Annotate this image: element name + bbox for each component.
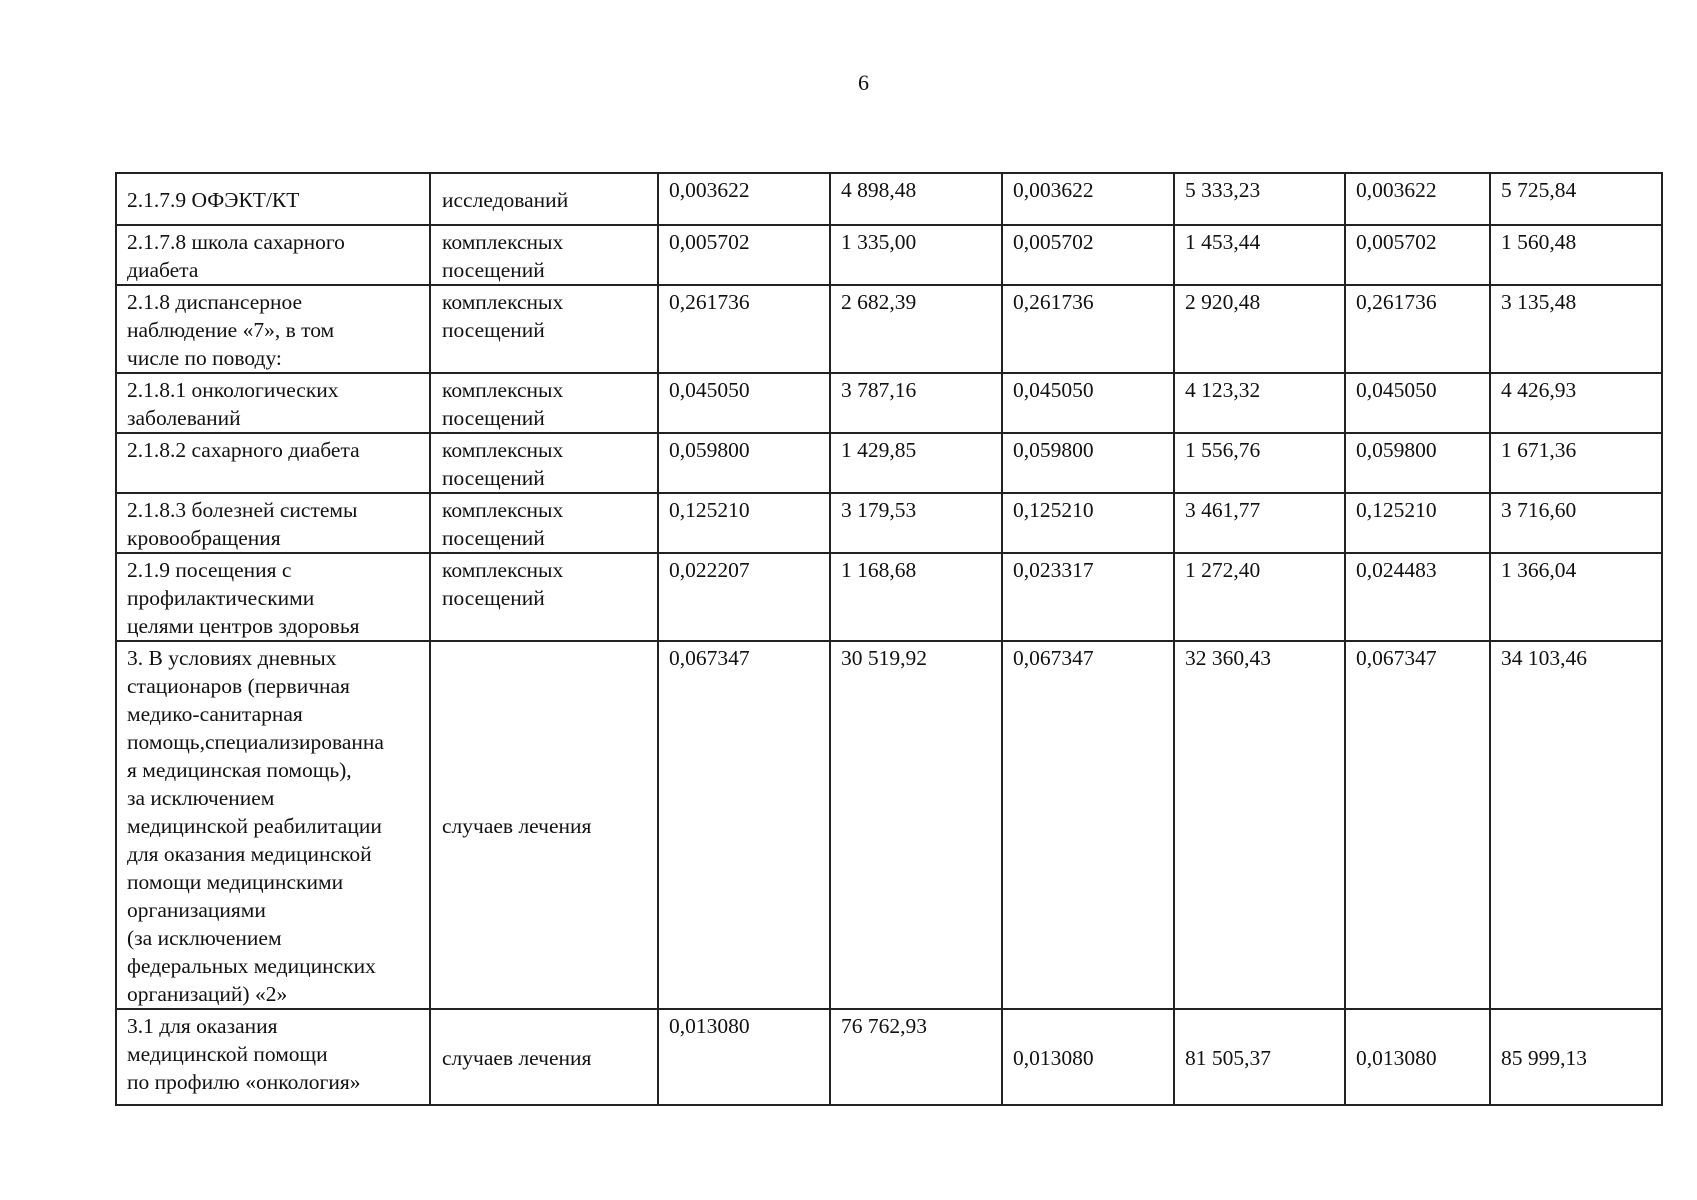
value-cell: 0,024483 <box>1345 553 1490 641</box>
value-cell: 0,125210 <box>1345 493 1490 553</box>
table-row <box>116 373 1662 433</box>
value-cell: 4 898,48 <box>830 173 1002 225</box>
value-cell: 1 335,00 <box>830 225 1002 285</box>
unit-cell: комплексных посещений <box>430 433 658 493</box>
value-cell: 0,003622 <box>1345 173 1490 225</box>
unit-cell: комплексных посещений <box>430 553 658 641</box>
value-cell: 0,045050 <box>658 373 830 433</box>
value-cell: 0,045050 <box>1002 373 1174 433</box>
unit-cell: комплексных посещений <box>430 493 658 553</box>
value-cell: 1 429,85 <box>830 433 1002 493</box>
value-cell: 0,067347 <box>1345 641 1490 1009</box>
value-cell: 32 360,43 <box>1174 641 1345 1009</box>
value-cell: 34 103,46 <box>1490 641 1662 1009</box>
row-name-cell: 2.1.8 диспансерное наблюдение «7», в том числе по поводу: <box>116 285 430 373</box>
value-cell: 0,022207 <box>658 553 830 641</box>
unit-cell: комплексных посещений <box>430 373 658 433</box>
unit-cell: комплексных посещений <box>430 285 658 373</box>
value-cell: 0,005702 <box>1345 225 1490 285</box>
row-name-cell: 2.1.8.3 болезней системы кровообращения <box>116 493 430 553</box>
value-cell: 85 999,13 <box>1490 1009 1662 1105</box>
value-cell: 0,013080 <box>1345 1009 1490 1105</box>
value-cell: 0,059800 <box>1002 433 1174 493</box>
value-cell: 0,261736 <box>1345 285 1490 373</box>
row-name-cell: 2.1.7.9 ОФЭКТ/КТ <box>116 173 430 225</box>
value-cell: 0,023317 <box>1002 553 1174 641</box>
value-cell: 0,067347 <box>658 641 830 1009</box>
value-cell: 0,013080 <box>658 1009 830 1105</box>
value-cell: 1 366,04 <box>1490 553 1662 641</box>
row-name-cell: 3. В условиях дневных стационаров (первичная медико-санитарная помощь,специализированна я медицинская помощь), за исключением медицинской реабилитации для оказания медицинской помощи медицинскими организациями (за исключением федеральных медицинских организаций) «2» <box>116 641 430 1009</box>
table-row <box>116 493 1662 553</box>
value-cell: 0,059800 <box>1345 433 1490 493</box>
value-cell: 0,125210 <box>1002 493 1174 553</box>
value-cell: 1 168,68 <box>830 553 1002 641</box>
table-row <box>116 433 1662 493</box>
value-cell: 0,003622 <box>1002 173 1174 225</box>
value-cell: 1 453,44 <box>1174 225 1345 285</box>
value-cell: 0,005702 <box>658 225 830 285</box>
row-name-cell: 3.1 для оказания медицинской помощи по профилю «онкология» <box>116 1009 430 1105</box>
value-cell: 1 556,76 <box>1174 433 1345 493</box>
table-row <box>116 1009 1662 1105</box>
value-cell: 0,045050 <box>1345 373 1490 433</box>
value-cell: 0,067347 <box>1002 641 1174 1009</box>
value-cell: 3 716,60 <box>1490 493 1662 553</box>
value-cell: 0,261736 <box>1002 285 1174 373</box>
value-cell: 0,261736 <box>658 285 830 373</box>
page-number: 6 <box>858 70 869 95</box>
value-cell: 3 179,53 <box>830 493 1002 553</box>
value-cell: 1 272,40 <box>1174 553 1345 641</box>
table-row <box>116 641 1662 1009</box>
row-name-cell: 2.1.8.1 онкологических заболеваний <box>116 373 430 433</box>
row-name-cell: 2.1.7.8 школа сахарного диабета <box>116 225 430 285</box>
value-cell: 1 671,36 <box>1490 433 1662 493</box>
value-cell: 4 426,93 <box>1490 373 1662 433</box>
table-row <box>116 553 1662 641</box>
value-cell: 0,013080 <box>1002 1009 1174 1105</box>
value-cell: 30 519,92 <box>830 641 1002 1009</box>
unit-cell: случаев лечения <box>430 1009 658 1105</box>
unit-cell: комплексных посещений <box>430 225 658 285</box>
value-cell: 1 560,48 <box>1490 225 1662 285</box>
unit-cell: исследований <box>430 173 658 225</box>
table-row <box>116 225 1662 285</box>
table-row <box>116 173 1662 225</box>
table-row <box>116 285 1662 373</box>
row-name-cell: 2.1.9 посещения с профилактическими целями центров здоровья <box>116 553 430 641</box>
value-cell: 3 787,16 <box>830 373 1002 433</box>
row-name-cell: 2.1.8.2 сахарного диабета <box>116 433 430 493</box>
value-cell: 0,125210 <box>658 493 830 553</box>
value-cell: 3 461,77 <box>1174 493 1345 553</box>
value-cell: 76 762,93 <box>830 1009 1002 1105</box>
value-cell: 3 135,48 <box>1490 285 1662 373</box>
value-cell: 81 505,37 <box>1174 1009 1345 1105</box>
value-cell: 2 920,48 <box>1174 285 1345 373</box>
value-cell: 4 123,32 <box>1174 373 1345 433</box>
data-table <box>115 172 1663 1106</box>
value-cell: 0,005702 <box>1002 225 1174 285</box>
value-cell: 2 682,39 <box>830 285 1002 373</box>
value-cell: 5 725,84 <box>1490 173 1662 225</box>
value-cell: 5 333,23 <box>1174 173 1345 225</box>
unit-cell: случаев лечения <box>430 641 658 1009</box>
value-cell: 0,059800 <box>658 433 830 493</box>
value-cell: 0,003622 <box>658 173 830 225</box>
